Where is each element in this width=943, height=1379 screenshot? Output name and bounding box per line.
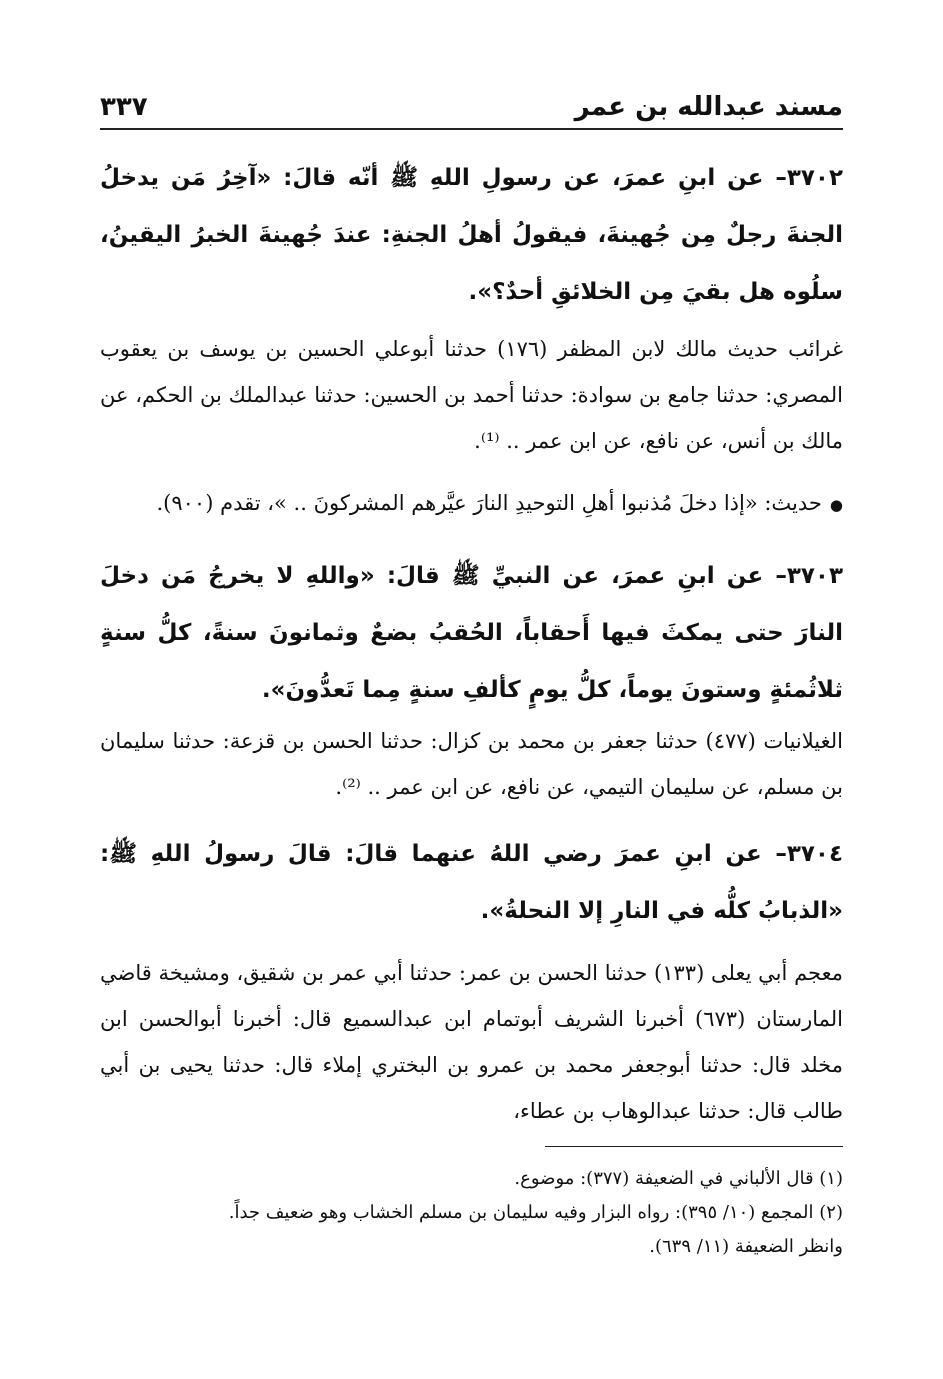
footnote-2-continued: وانظر الضعيفة (١١/ ٦٣٩). (649, 1236, 843, 1257)
footnotes (100, 1162, 843, 1264)
page-number: ٣٣٧ (100, 92, 148, 122)
source-paragraph-3: معجم أبي يعلى (١٣٣) حدثنا الحسن بن عمر: حدثنا أبي عمر بن شقيق، ومشيخة قاضي المارستان (٦٧٣) أخبرنا الشريف أبوتمام ابن عبدالسميع قال: أخبرنا أبوالحسن ابن مخلد قال: حدثنا أبوجعفر محمد بن عمرو بن البختري إملاء قال: حدثنا يحيى بن أبي طالب قال: حدثنا عبدالوهاب بن عطاء، (100, 961, 843, 1123)
hadith-3704: ٣٧٠٤– عن ابنِ عمرَ رضي اللهُ عنهما قالَ: قالَ رسولُ اللهِ ﷺ: «الذبابُ كلُّه في النارِ إلا النحلةُ». (100, 841, 843, 924)
running-header (100, 88, 843, 130)
footnote-separator (545, 1146, 843, 1147)
hadith-3703: ٣٧٠٣– عن ابنِ عمرَ، عن النبيِّ ﷺ قالَ: «واللهِ لا يخرجُ مَن دخلَ النارَ حتى يمكثَ فيها أَحقاباً، الحُقبُ بضعٌ وثمانونَ سنةً، كلُّ سنةٍ ثلاثُمئةٍ وستونَ يوماً، كلُّ يومٍ كألفِ سنةٍ مِما تَعدُّونَ». (100, 563, 843, 703)
footnote-2: (٢) المجمع (١٠/ ٣٩٥): رواه البزار وفيه سليمان بن مسلم الخشاب وهو ضعيف جداً. (228, 1202, 843, 1223)
footnote-1: (١) قال الألباني في الضعيفة (٣٧٧): موضوع. (514, 1168, 843, 1189)
header-title: مسند عبدالله بن عمر (574, 92, 843, 122)
hadith-3702: ٣٧٠٢– عن ابنِ عمرَ، عن رسولِ اللهِ ﷺ أنّه قالَ: «آخِرُ مَن يدخلُ الجنةَ رجلٌ مِن جُهينةَ، فيقولُ أهلُ الجنةِ: عندَ جُهينةَ الخبرُ اليقينُ، سلُوه هل بقيَ مِن الخلائقِ أحدٌ؟». (100, 165, 843, 305)
source-paragraph-1: غرائب حديث مالك لابن المظفر (١٧٦) حدثنا أبوعلي الحسين بن يوسف بن يعقوب المصري: حدثنا جامع بن سوادة: حدثنا أحمد بن الحسين: حدثنا عبدالملك بن الحكم، عن مالك بن أنس، عن نافع، عن ابن عمر .. ⁽¹⁾. (100, 337, 843, 453)
source-paragraph-2: الغيلانيات (٤٧٧) حدثنا جعفر بن محمد بن كزال: حدثنا الحسن بن قزعة: حدثنا سليمان بن مسلم، عن سليمان التيمي، عن نافع، عن ابن عمر .. ⁽²⁾. (100, 729, 843, 799)
cross-reference (100, 480, 843, 528)
cross-reference-text: حديث: «إذا دخلَ مُذنبوا أهلِ التوحيدِ النارَ عيَّرهم المشركونَ .. »، تقدم (٩٠٠). (156, 491, 822, 515)
